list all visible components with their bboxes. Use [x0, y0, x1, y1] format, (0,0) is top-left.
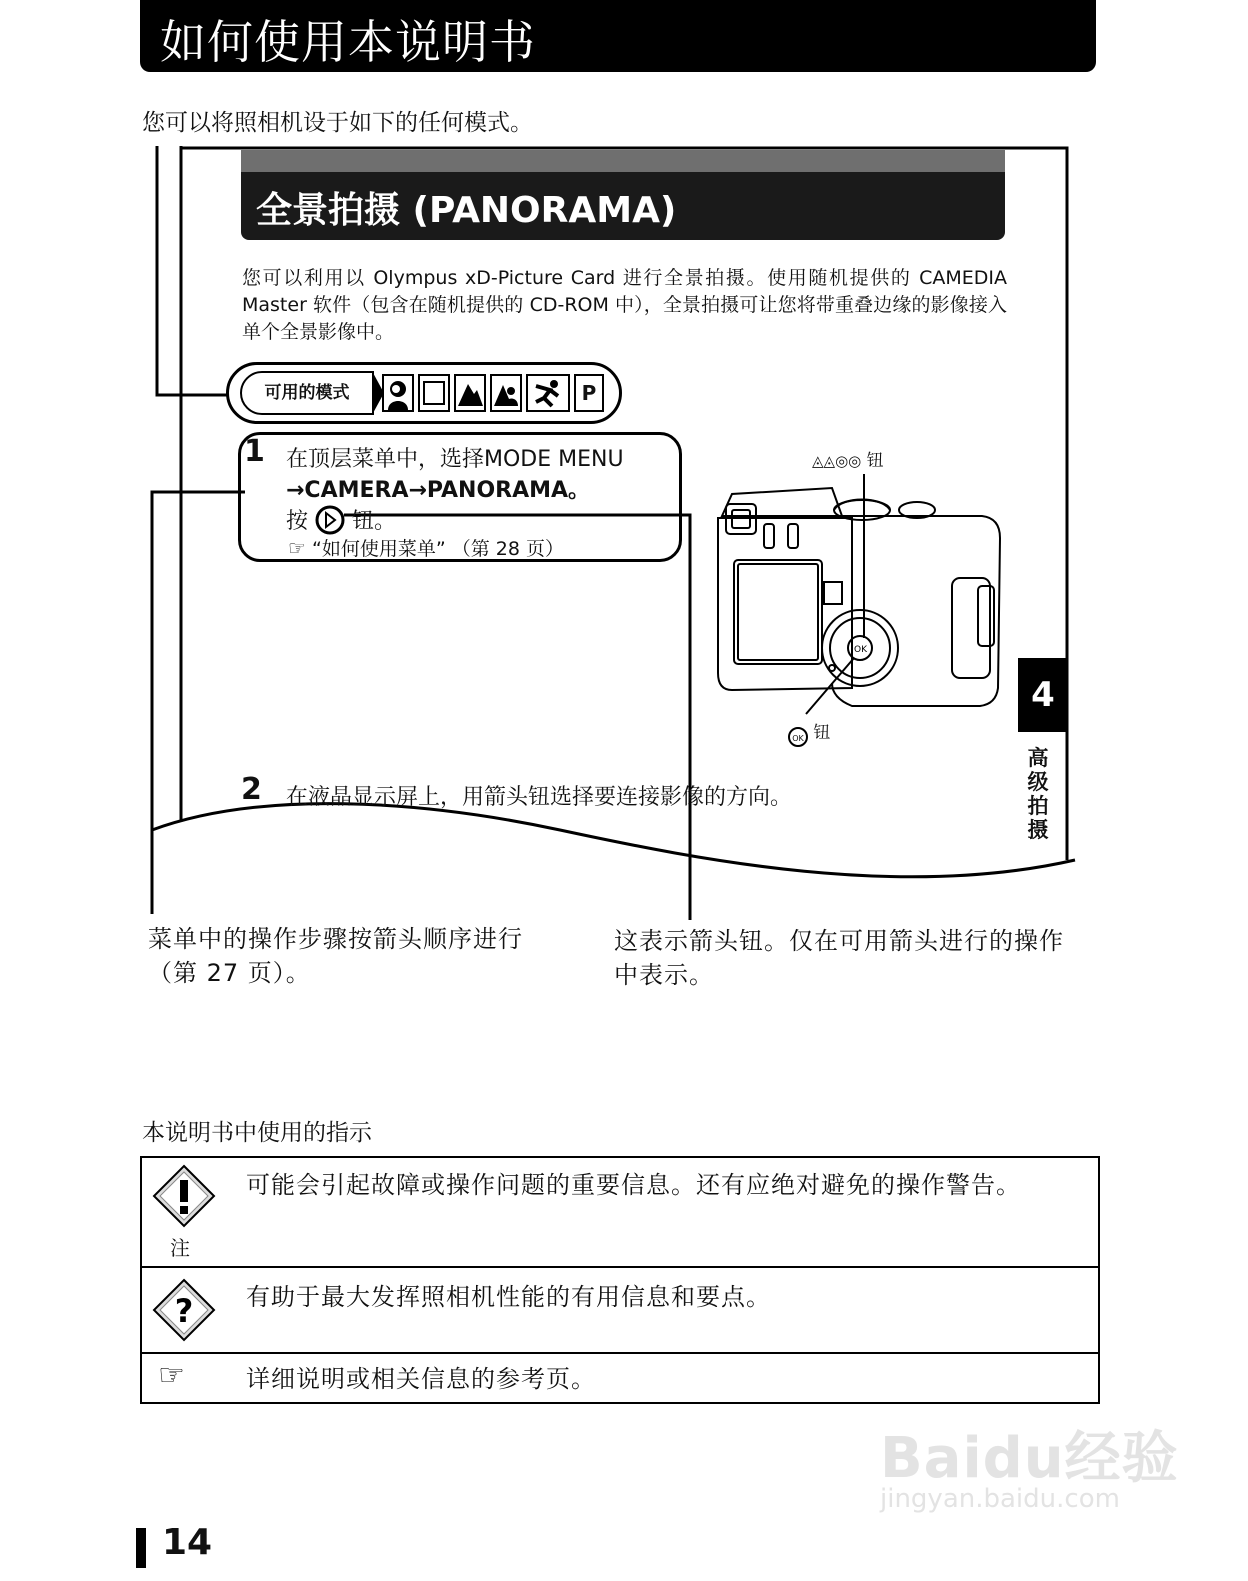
panel-header-band: [241, 150, 1005, 172]
arrow-buttons-icon: ◬◬◎◎: [812, 452, 862, 470]
arrow-callout-line: [344, 515, 690, 920]
warning-icon: [152, 1164, 216, 1228]
ok-button-caption: [788, 718, 830, 747]
legend-title: 本说明书中使用的指示: [142, 1120, 372, 1146]
intro-text: 您可以将照相机设于如下的任何模式。: [142, 110, 533, 136]
step1-line2: →CAMERA→PANORAMA。: [286, 478, 591, 503]
svg-text:?: ?: [174, 1292, 194, 1330]
landscape-mode-icon: [454, 374, 486, 412]
watermark-url: jingyan.baidu.com: [880, 1484, 1120, 1514]
ok-button-icon: OK: [788, 727, 808, 747]
note-right: 这表示箭头钮。仅在可用箭头进行的操作中表示。: [614, 927, 1064, 989]
step1-line1: 在顶层菜单中，选择MODE MENU: [286, 447, 624, 472]
legend-row-text: 详细说明或相关信息的参考页。: [246, 1365, 596, 1393]
camera-illustration: [712, 468, 1012, 758]
question-icon: [152, 1278, 216, 1342]
step1-reference: [288, 534, 564, 561]
step-callout-line: [152, 492, 245, 914]
step1-line3: [286, 504, 396, 535]
note-left: 菜单中的操作步骤按箭头顺序进行（第 27 页）。: [148, 925, 523, 987]
watermark-logo: Baidu经验: [880, 1426, 1179, 1491]
step1-ref-text: “如何使用菜单” （第 28 页）: [311, 538, 564, 560]
available-modes-label: 可用的模式: [240, 371, 374, 415]
night-scene-mode-icon: [418, 374, 450, 412]
step2-text: 在液晶显示屏上，用箭头钮选择要连接影像的方向。: [286, 785, 793, 810]
wavy-edge: [152, 804, 1075, 877]
legend-row-text: 有助于最大发挥照相机性能的有用信息和要点。: [246, 1283, 771, 1311]
legend-divider: [140, 1352, 1100, 1354]
step1-button-text: 钮。: [352, 509, 397, 534]
chapter-tab: 4: [1018, 658, 1068, 732]
sports-mode-icon: [526, 374, 570, 412]
step1-press-text: 按: [286, 509, 309, 534]
modes-callout-line: [157, 146, 228, 395]
chapter-title: 高级拍摄: [1027, 746, 1049, 842]
legend-divider: [140, 1266, 1100, 1268]
panel-title: 全景拍摄 (PANORAMA): [256, 190, 677, 231]
step2-number: 2: [241, 772, 262, 807]
page-number-bar: [136, 1528, 146, 1568]
arrow-buttons-label: 钮: [866, 451, 884, 471]
pointing-hand-icon: ☞: [158, 1358, 185, 1393]
warning-caption: 注: [170, 1236, 190, 1260]
step1-number: 1: [244, 434, 265, 469]
legend-row-text: 可能会引起故障或操作问题的重要信息。还有应绝对避免的操作警告。: [246, 1171, 1021, 1199]
landscape-portrait-mode-icon: [490, 374, 522, 412]
pointing-hand-icon: ☞: [288, 536, 306, 560]
ok-button-label: 钮: [813, 723, 831, 743]
page-number: 14: [162, 1522, 213, 1563]
program-mode-icon: P: [574, 374, 604, 412]
panel-description: 您可以利用以 Olympus xD-Picture Card 进行全景拍摄。使用随机提供的 CAMEDIA Master 软件（包含在随机提供的 CD-ROM 中），全景拍摄可让您将带重叠边缘的影像接入单个全景影像中。: [242, 267, 1007, 343]
right-arrow-button-icon: [315, 505, 345, 535]
page-title: 如何使用本说明书: [160, 15, 536, 69]
portrait-mode-icon: [382, 374, 414, 412]
ok-button-glyph: OK: [854, 645, 867, 655]
